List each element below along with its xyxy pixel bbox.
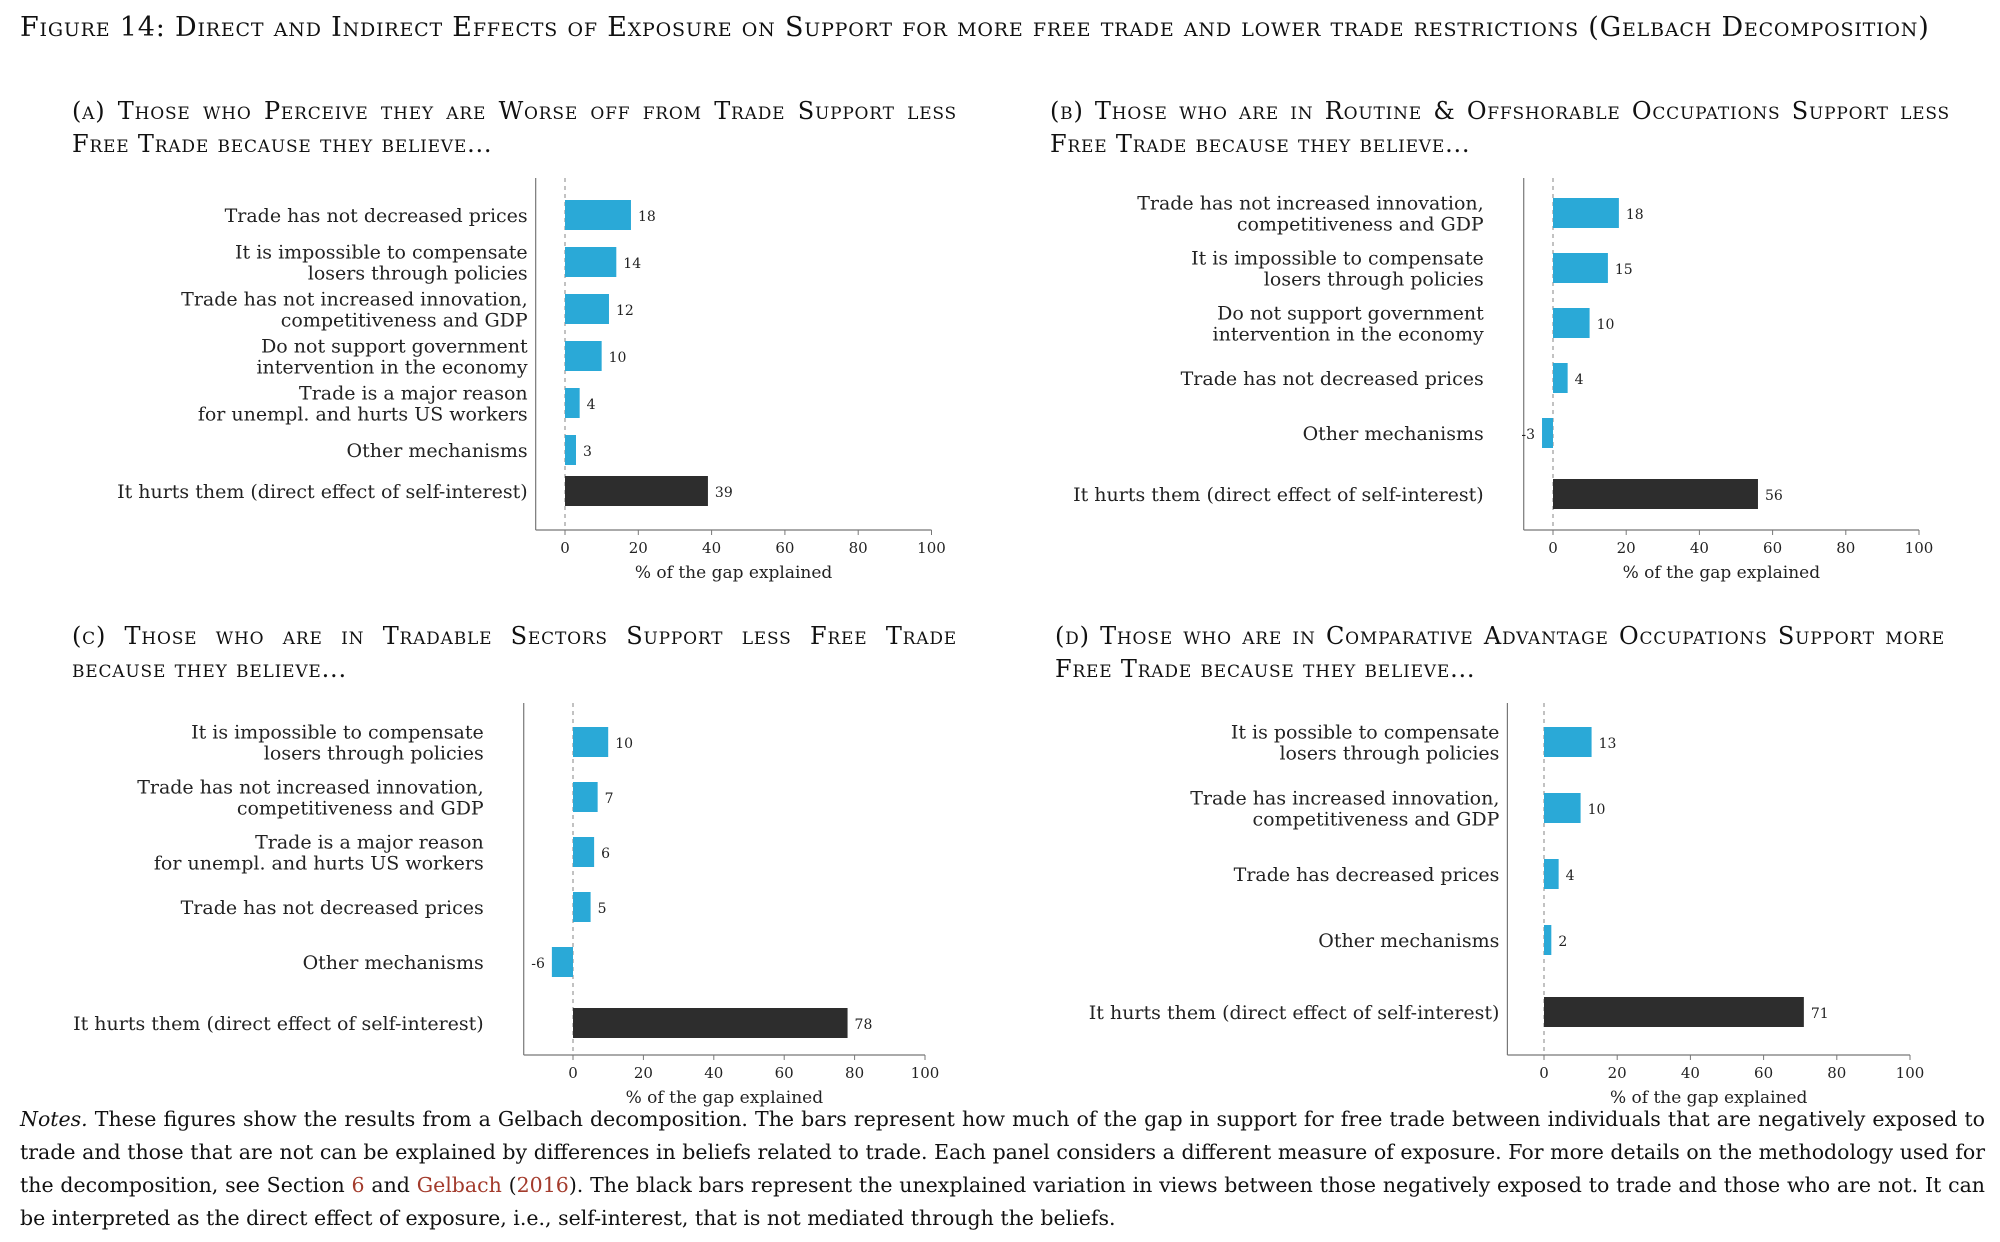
panel-a-chart (0, 170, 1000, 590)
category-label: Trade is a major reason for unempl. and hurts US workers (153, 831, 484, 875)
x-tick-label: 40 (1689, 539, 1709, 557)
x-tick-label: 60 (775, 539, 795, 557)
panel-d-title: (d) Those who are in Comparative Advantage Occupations Support more Free Trade because they believe... (1055, 622, 1945, 683)
x-tick-label: 20 (1607, 1064, 1627, 1082)
notes-text-1: These figures show the results from a Gelbach decomposition. The bars represent how much of the gap in support for free trade between individuals that are negatively exposed to trade and those that are not can be explained by differences in beliefs related to trade. Each panel considers a different measure of exposure. For more details on the methodology used for the decomposition, see Section (20, 1107, 1985, 1197)
x-axis-label: % of the gap explained (1609, 1088, 1808, 1108)
bar (1544, 925, 1551, 955)
category-label: Other mechanisms (1318, 930, 1500, 952)
bar-value-label: 7 (604, 791, 614, 807)
x-tick-label: 20 (1616, 539, 1636, 557)
x-tick-label: 60 (1754, 1064, 1774, 1082)
panel-d-chart (1000, 695, 2000, 1115)
x-tick-label: 80 (1827, 1064, 1847, 1082)
panel-b-title: (b) Those who are in Routine & Offshorable Occupations Support less Free Trade because they believe... (1050, 97, 1950, 158)
notes-text-3: ). The black bars represent the unexplained variation in views between those negatively exposed to trade and those who are not. It can be interpreted as the direct effect of exposure, i.e., self-interest, that is not mediated through the beliefs. (20, 1173, 1985, 1230)
bar (1544, 859, 1559, 889)
bar-value-label: 56 (1764, 488, 1783, 504)
bar (552, 947, 573, 977)
citation-year-link[interactable]: 2016 (516, 1173, 569, 1197)
category-label: Trade has not increased innovation, competitiveness and GDP (1137, 192, 1484, 236)
category-label: Trade has not decreased prices (180, 897, 484, 919)
category-label: It is impossible to compensate losers through policies (235, 241, 528, 285)
x-tick-label: 60 (1763, 539, 1783, 557)
bar (1553, 198, 1619, 228)
notes-text-2: and (371, 1173, 410, 1197)
bar-value-label: 4 (1574, 372, 1584, 388)
figure-title: Figure 14: Direct and Indirect Effects of Exposure on Support for more free trade and lower trade restrictions (Gelbach Decomposition) (20, 12, 1930, 43)
category-label: Do not support government intervention in the economy (1212, 302, 1484, 346)
bar (1542, 418, 1553, 448)
bar-value-label: 4 (586, 397, 596, 413)
x-axis-label: % of the gap explained (1622, 563, 1821, 583)
citation-author-link[interactable]: Gelbach (416, 1173, 502, 1197)
bar-value-label: 14 (623, 256, 642, 272)
bar (565, 247, 616, 277)
category-label: Other mechanisms (302, 952, 484, 974)
bar-value-label: -6 (531, 956, 545, 972)
bar-value-label: 10 (608, 350, 627, 366)
x-tick-label: 80 (1836, 539, 1856, 557)
bar (1553, 479, 1758, 509)
category-label: It hurts them (direct effect of self-interest) (73, 1013, 484, 1035)
bar (1553, 253, 1608, 283)
category-label: It hurts them (direct effect of self-interest) (1073, 484, 1484, 506)
bar-value-label: 39 (714, 485, 733, 501)
category-label: It is possible to compensate losers through policies (1230, 721, 1500, 765)
x-tick-label: 40 (702, 539, 722, 557)
bar (573, 837, 594, 867)
x-axis-label: % of the gap explained (625, 1088, 824, 1108)
category-label: Do not support government intervention in the economy (256, 335, 528, 379)
bar (565, 388, 580, 418)
section-reference-link[interactable]: 6 (351, 1173, 365, 1197)
x-tick-label: 40 (704, 1064, 724, 1082)
category-label: It is impossible to compensate losers through policies (191, 721, 484, 765)
figure-notes: Notes. These figures show the results from a Gelbach decomposition. The bars represent how much of the gap in support for free trade between individuals that are negatively exposed to trade and those that are not can be explained by differences in beliefs related to trade. Each panel considers a different measure of exposure. For more details on the methodology used for the decomposition, see Section 6 and Gelbach (2016). The black bars represent the unexplained variation in views between those negatively exposed to trade and those who are not. It can be interpreted as the direct effect of exposure, i.e., self-interest, that is not mediated through the beliefs. (20, 1107, 1985, 1230)
category-label: It is impossible to compensate losers through policies (1191, 247, 1484, 291)
bar-value-label: 10 (1596, 317, 1615, 333)
category-label: Trade has not increased innovation, competitiveness and GDP (137, 776, 484, 820)
bar-value-label: 6 (601, 846, 611, 862)
bar-value-label: 15 (1614, 262, 1633, 278)
x-axis-label: % of the gap explained (634, 563, 833, 583)
bar (565, 476, 708, 506)
category-label: Trade has increased innovation, competitiveness and GDP (1190, 787, 1500, 831)
bar (573, 1008, 848, 1038)
bar (1544, 727, 1592, 757)
bar (565, 200, 631, 230)
x-tick-label: 0 (1548, 539, 1558, 557)
x-tick-label: 20 (628, 539, 648, 557)
bar-value-label: 12 (615, 303, 634, 319)
bar (1553, 308, 1590, 338)
category-label: Trade is a major reason for unempl. and hurts US workers (197, 382, 528, 426)
x-tick-label: 20 (633, 1064, 653, 1082)
bar-value-label: 78 (854, 1017, 873, 1033)
bar-value-label: -3 (1521, 427, 1536, 443)
bar-value-label: 3 (582, 444, 592, 460)
bar-value-label: 71 (1810, 1006, 1829, 1022)
category-label: Other mechanisms (346, 440, 528, 462)
bar (565, 341, 602, 371)
x-tick-label: 80 (845, 1064, 865, 1082)
notes-lead: Notes. (20, 1107, 88, 1131)
bar-value-label: 10 (1587, 802, 1606, 818)
x-tick-label: 100 (910, 1064, 940, 1082)
x-tick-label: 80 (848, 539, 868, 557)
x-tick-label: 0 (568, 1064, 578, 1082)
bar (573, 727, 608, 757)
bar-value-label: 10 (615, 736, 634, 752)
bar-value-label: 5 (597, 901, 607, 917)
category-label: Trade has not decreased prices (224, 205, 528, 227)
x-tick-label: 100 (1895, 1064, 1925, 1082)
bar-value-label: 4 (1565, 868, 1575, 884)
category-label: It hurts them (direct effect of self-interest) (117, 481, 528, 503)
bar-value-label: 2 (1558, 934, 1568, 950)
category-label: It hurts them (direct effect of self-interest) (1088, 1002, 1500, 1024)
bar (1553, 363, 1568, 393)
panel-a-title: (a) Those who Perceive they are Worse off from Trade Support less Free Trade because they believe... (72, 97, 957, 158)
x-tick-label: 40 (1680, 1064, 1700, 1082)
x-tick-label: 60 (774, 1064, 794, 1082)
category-label: Other mechanisms (1302, 423, 1484, 445)
bar-value-label: 18 (1625, 207, 1644, 223)
category-label: Trade has decreased prices (1233, 864, 1500, 886)
bar (573, 782, 598, 812)
x-tick-label: 0 (1539, 1064, 1549, 1082)
x-tick-label: 100 (1904, 539, 1934, 557)
category-label: Trade has not decreased prices (1180, 368, 1484, 390)
x-tick-label: 0 (560, 539, 570, 557)
x-tick-label: 100 (917, 539, 946, 557)
panel-c-chart (0, 695, 1000, 1115)
bar (1544, 793, 1581, 823)
bar (565, 294, 609, 324)
bar-value-label: 13 (1598, 736, 1617, 752)
panel-c-title: (c) Those who are in Tradable Sectors Support less Free Trade because they believe... (72, 622, 957, 683)
bar (565, 435, 576, 465)
category-label: Trade has not increased innovation, competitiveness and GDP (181, 288, 528, 332)
bar-value-label: 18 (637, 209, 656, 225)
bar (1544, 997, 1804, 1027)
panel-b-chart (1000, 170, 2000, 590)
bar (573, 892, 591, 922)
